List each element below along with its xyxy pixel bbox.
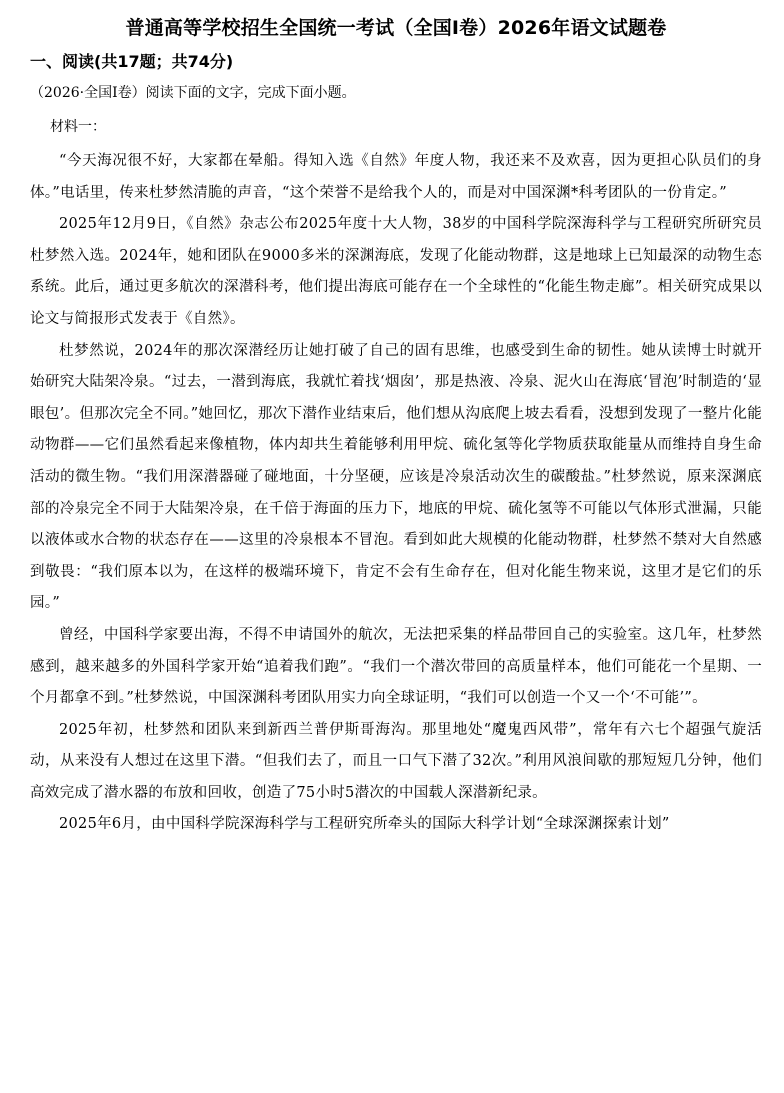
question-source-line: （2026·全国Ⅰ卷）阅读下面的文字，完成下面小题。 (30, 85, 356, 101)
paragraph: 曾经，中国科学家要出海，不得不申请国外的航次，无法把采集的样品带回自己的实验室。这几年，杜梦然感到，越来越多的外国科学家开始“追着我们跑”。“我们一个潜次带回的高质量样本，他们可能花一个星期、一个月都拿不到。”杜梦然说，中国深渊科考团队用实力向全球证明，“我们可以创造一个又一个‘不可能’”。 (30, 626, 762, 707)
section-heading: 一、阅读(共17题；共74分) (30, 52, 234, 71)
paragraph: 2025年6月，由中国科学院深海科学与工程研究所牵头的国际大科学计划“全球深渊探索计划” (59, 816, 670, 833)
paragraph: 杜梦然说，2024年的那次深潜经历让她打破了自己的固有思维，也感受到生命的韧性。她从读博士时就开始研究大陆架冷泉。“过去，一潜到海底，我就忙着找‘烟囱’，那是热液、冷泉、泥火山在海底‘冒泡’时制造的‘显眼包’。但那次完全不同。”她回忆，那次下潜作业结束后，他们想从沟底爬上坡去看看，没想到发现了一整片化能动物群——它们虽然看起来像植物，体内却共生着能够利用甲烷、硫化氢等化学物质获取能量从而维持自身生命活动的微生物。“我们用深潜器碰了碰地面，十分坚硬，应该是冷泉活动次生的碳酸盐。”杜梦然说，原来深渊底部的冷泉完全不同于大陆架冷泉，在千倍于海面的压力下，地底的甲烷、硫化氢等不可能以气体形式泄漏，只能以液体或水合物的状态存在——这里的冷泉根本不冒泡。看到如此大规模的化能动物群，杜梦然不禁对大自然感到敬畏：“我们原本以为，在这样的极端环境下，肯定不会有生命存在，但对化能生物来说，这里才是它们的乐园。” (30, 342, 762, 612)
paragraph: 2025年初，杜梦然和团队来到新西兰普伊斯哥海沟。那里地处“魔鬼西风带”，常年有六七个超强气旋活动，从来没有人想过在这里下潜。“但我们去了，而且一口气下潜了32次。”利用风浪间歇的那短短几分钟，他们高效完成了潜水器的布放和回收，创造了75小时5潜次的中国载人深潜新纪录。 (30, 721, 762, 801)
exam-title: 普通高等学校招生全国统一考试（全国Ⅰ卷）2026年语文试题卷 (125, 17, 667, 39)
paragraph: 2025年12月9日，《自然》杂志公布2025年度十大人物，38岁的中国科学院深海科学与工程研究所研究员杜梦然入选。2024年，她和团队在9000多米的深渊海底，发现了化能动物群，这是地球上已知最深的动物生态系统。此后，通过更多航次的深潜科考，他们提出海底可能存在一个全球性的“化能生物走廊”。相关研究成果以论文与简报形式发表于《自然》。 (30, 216, 762, 327)
material-label: 材料一： (50, 119, 106, 135)
paragraph: “今天海况很不好，大家都在晕船。得知入选《自然》年度人物，我还来不及欢喜，因为更担心队员们的身体。”电话里，传来杜梦然清脆的声音，“这个荣誉不是给我个人的，而是对中国深渊*科考团队的一份肯定。” (30, 153, 762, 201)
